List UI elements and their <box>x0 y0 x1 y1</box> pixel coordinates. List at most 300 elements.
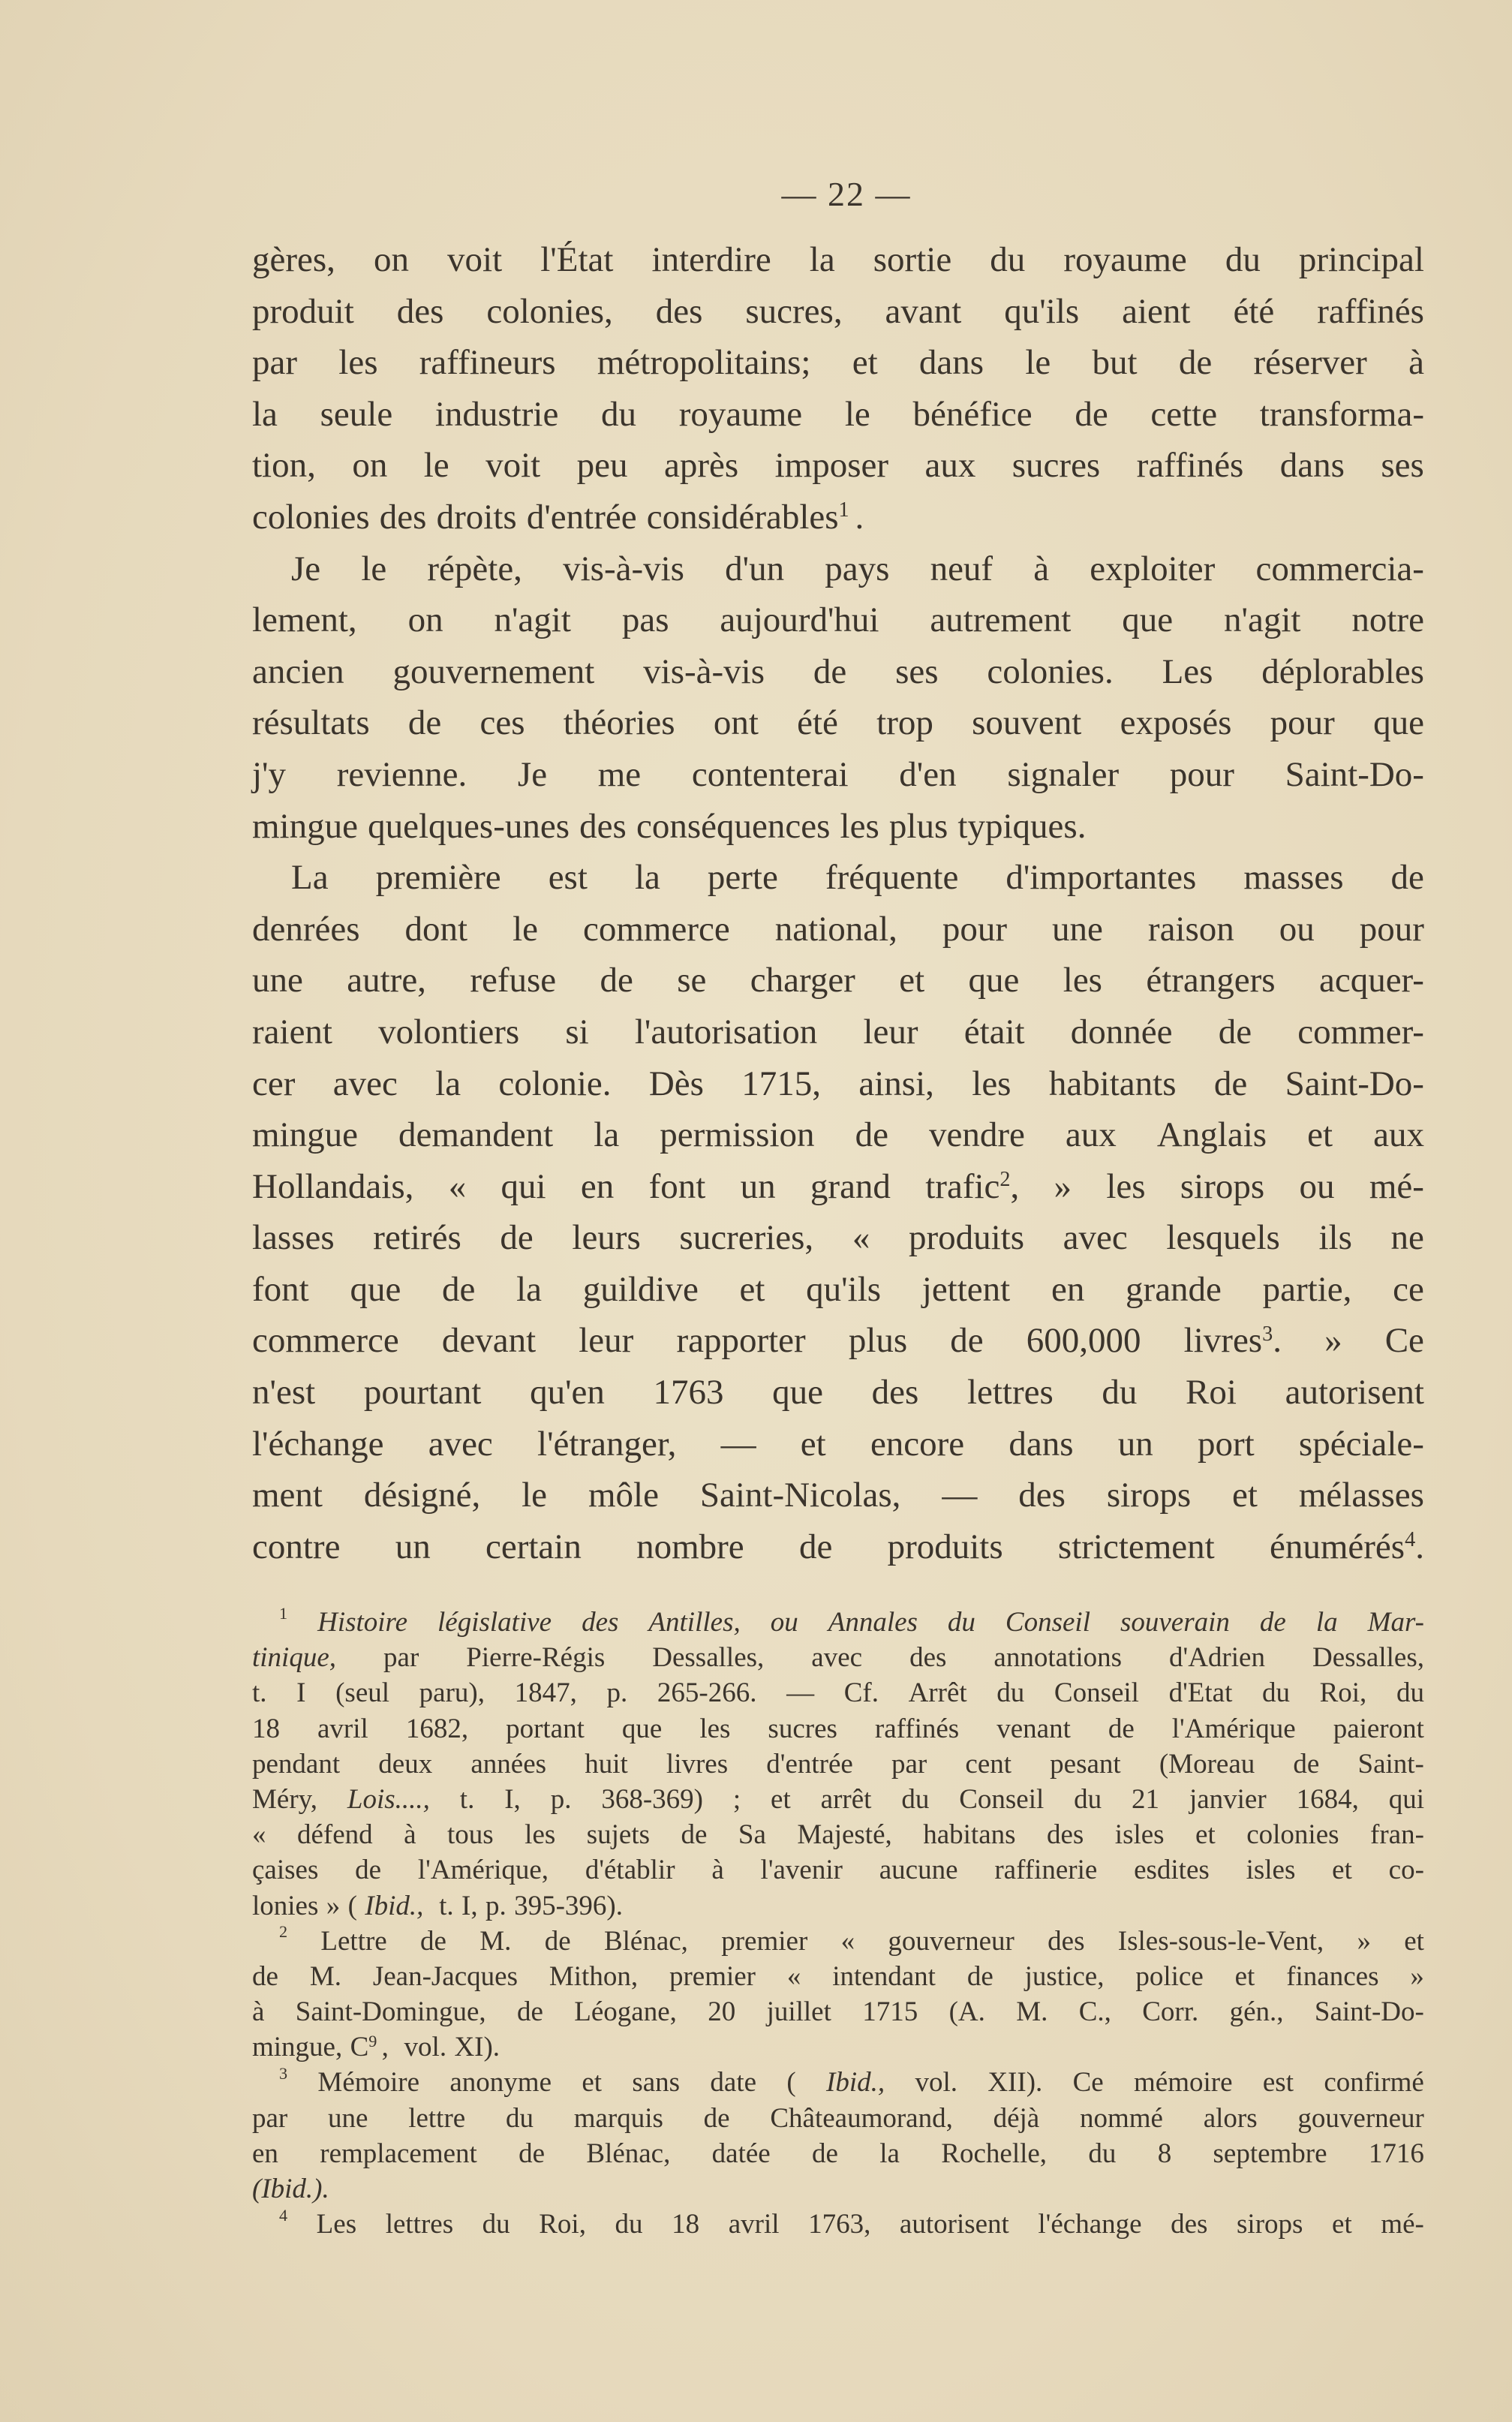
word: C., <box>1078 1996 1111 2028</box>
word: du <box>1088 2138 1117 2169</box>
word: ou <box>1279 909 1315 949</box>
word: ont <box>713 703 759 743</box>
word: répète, <box>427 549 522 588</box>
word: du <box>1261 1677 1290 1709</box>
word: XII). <box>987 2067 1043 2099</box>
word: pour <box>942 909 1008 949</box>
word: et <box>1404 1925 1424 1957</box>
word: 21 <box>1132 1783 1160 1815</box>
word: été <box>797 703 838 743</box>
word: la <box>435 1064 461 1103</box>
word: volontiers <box>378 1012 520 1052</box>
word: Ce <box>1072 2067 1104 2099</box>
word: et <box>1332 1855 1352 1886</box>
word: d'Etat <box>1168 1677 1233 1709</box>
word: de <box>252 1960 278 1992</box>
word: n'est <box>252 1373 316 1413</box>
word: co- <box>1388 1855 1424 1886</box>
word: « <box>786 1960 801 1992</box>
word: mingue, <box>252 2032 343 2063</box>
word: fréquente <box>825 858 959 898</box>
word: Sa <box>738 1819 766 1851</box>
word: de <box>600 961 633 1000</box>
word: du <box>505 2102 534 2134</box>
word: , <box>1010 1166 1020 1206</box>
word: produit <box>252 291 354 331</box>
word: souverain <box>1120 1607 1230 1638</box>
body-line <box>252 1367 1424 1419</box>
word: la <box>516 1269 543 1309</box>
word: pendant <box>252 1748 341 1780</box>
word: le <box>1025 343 1051 383</box>
footnote-line <box>252 1852 1424 1888</box>
body-line <box>252 1419 1424 1470</box>
word: partie, <box>1262 1269 1352 1309</box>
word: Conseil <box>1005 1607 1090 1638</box>
word: du <box>947 1607 975 1638</box>
word: Cf. <box>843 1677 879 1709</box>
word: commerce <box>583 909 730 949</box>
footnote-marker: 9 <box>368 2032 377 2051</box>
word: sucres, <box>745 291 843 331</box>
word: Mar- <box>1367 1607 1424 1638</box>
word: de <box>703 2102 730 2134</box>
footnote-line <box>252 1711 1424 1747</box>
word: , <box>422 1783 430 1815</box>
word: national, <box>774 909 897 949</box>
word: typiques. <box>957 806 1087 846</box>
word: perte <box>707 858 778 898</box>
word: raffineurs <box>419 343 556 383</box>
word: exposés <box>1120 703 1232 743</box>
body-line <box>252 749 1424 801</box>
word: qu'en <box>530 1373 605 1413</box>
word: droits <box>436 497 517 537</box>
word: est <box>548 858 588 898</box>
word: Roi <box>1186 1373 1237 1413</box>
word: la <box>252 394 278 434</box>
word: Histoire <box>317 1607 408 1638</box>
word: paieront <box>1333 1713 1424 1744</box>
word: — <box>786 1677 815 1709</box>
word: Jean-Jacques <box>372 1960 518 1992</box>
word: exploiter <box>1090 549 1216 588</box>
word: à <box>1033 549 1050 588</box>
word: cette <box>1150 394 1218 434</box>
word: ses <box>895 651 939 691</box>
word: Les <box>316 2209 357 2240</box>
word: aucune <box>879 1855 958 1886</box>
footnote-line <box>252 2029 1424 2065</box>
word: les <box>338 343 378 383</box>
word: gouverneur <box>1297 2102 1424 2134</box>
word: Ibid., <box>365 1890 424 1921</box>
word: après <box>663 446 739 486</box>
word: me <box>597 754 642 794</box>
word: remplacement <box>320 2138 477 2169</box>
body-line <box>252 852 1424 904</box>
word: est <box>1262 2067 1294 2099</box>
word: mingue <box>252 1115 358 1155</box>
word: les <box>1106 1166 1146 1206</box>
word: M. <box>479 1925 512 1957</box>
word: leurs <box>572 1218 641 1258</box>
word: anonyme <box>449 2067 552 2099</box>
body-line <box>252 1109 1424 1161</box>
word: mingue <box>252 806 358 846</box>
word: l'étranger, <box>537 1424 677 1464</box>
word: tion, <box>252 446 316 486</box>
word: avec <box>811 1642 863 1674</box>
word: d'entrée <box>766 1748 853 1780</box>
word: Ibid., <box>826 2067 885 2099</box>
word: notre <box>1351 600 1424 640</box>
word: désigné, <box>363 1476 481 1515</box>
word: leur <box>579 1321 634 1361</box>
word: Dessalles, <box>1312 1642 1424 1674</box>
word: 1684, <box>1296 1783 1359 1815</box>
word: années <box>470 1748 547 1780</box>
word: » <box>1357 1925 1371 1957</box>
footnote-line <box>252 2171 1424 2207</box>
word: marquis <box>573 2102 663 2134</box>
word: un <box>395 1527 431 1566</box>
footnote-line <box>252 1994 1424 2029</box>
word: encore <box>870 1424 965 1464</box>
word: revienne. <box>336 754 467 794</box>
footnote-line <box>252 1959 1424 1994</box>
word: livres$^3$. <box>1183 1321 1282 1361</box>
word: lettres <box>385 2209 454 2240</box>
word: j'y <box>252 754 287 794</box>
word: de <box>420 1925 446 1957</box>
word: signaler <box>1007 754 1120 794</box>
word: septembre <box>1213 2138 1327 2169</box>
word: été <box>1233 291 1275 331</box>
word: fran- <box>1370 1819 1424 1851</box>
word: ne <box>1390 1218 1424 1258</box>
word: de <box>950 1321 984 1361</box>
word: législative <box>437 1607 552 1638</box>
word: gères, <box>252 240 335 279</box>
word: des <box>909 1642 947 1674</box>
word: réserver <box>1253 343 1367 383</box>
word: dans <box>1009 1424 1074 1464</box>
word: ces <box>479 703 525 743</box>
footnote-line <box>252 2101 1424 2136</box>
word: » <box>1410 1960 1424 1992</box>
word: industrie <box>434 394 559 434</box>
word: Lettre <box>320 1925 387 1957</box>
word: imposer <box>774 446 889 486</box>
word: seule <box>320 394 393 434</box>
word: font <box>648 1166 706 1206</box>
word: I, <box>504 1783 521 1815</box>
word: que <box>772 1373 824 1413</box>
word: refuse <box>470 961 557 1000</box>
word: lement, <box>252 600 357 640</box>
body-line <box>252 1521 1424 1573</box>
body-line <box>252 1161 1424 1213</box>
word: la <box>879 2138 900 2169</box>
word: qui <box>500 1166 546 1206</box>
word: on <box>352 446 388 486</box>
word: avant <box>885 291 962 331</box>
word: des <box>1048 1925 1085 1957</box>
word: en <box>252 2138 278 2169</box>
word: Roi, <box>1319 1677 1367 1709</box>
word: Hollandais, <box>252 1166 414 1206</box>
word: des <box>871 1373 919 1413</box>
word: de <box>1178 343 1213 383</box>
word: et <box>899 961 925 1000</box>
word: les <box>1063 961 1102 1000</box>
word: produits <box>908 1218 1025 1258</box>
word: pour <box>1169 754 1234 794</box>
word: nombre <box>636 1527 744 1566</box>
footnote-line <box>252 1888 1424 1924</box>
word: Dessalles, <box>652 1642 765 1674</box>
word: $C^9$ , <box>350 2032 389 2063</box>
word: premier <box>721 1925 808 1957</box>
word: ainsi, <box>858 1064 934 1103</box>
word: transforma- <box>1259 394 1424 434</box>
footnote-marker: 1 <box>279 1603 288 1623</box>
word: date <box>710 2067 757 2099</box>
word: des <box>655 291 703 331</box>
word: ; <box>732 1783 741 1815</box>
body-line <box>252 904 1424 955</box>
word: ment <box>252 1476 323 1515</box>
word: colonies. <box>987 651 1114 691</box>
word: jettent <box>921 1269 1011 1309</box>
word: — <box>720 1424 756 1464</box>
word: une <box>328 2102 368 2134</box>
body-line <box>252 697 1424 749</box>
word: pays <box>825 549 890 588</box>
word: et <box>800 1424 826 1464</box>
word: l'État <box>540 240 614 279</box>
word: du <box>1074 1783 1102 1815</box>
word: plus <box>888 806 948 846</box>
word: on <box>407 600 443 640</box>
word: 1763, <box>808 2209 871 2240</box>
word: vendre <box>929 1115 1025 1155</box>
word: colonie. <box>498 1064 612 1103</box>
word: Je <box>291 549 321 588</box>
word: 600,000 <box>1026 1321 1141 1361</box>
word: du <box>615 2209 643 2240</box>
word: denrées <box>252 909 360 949</box>
word: métropolitains; <box>597 343 811 383</box>
word: 1715 <box>862 1996 918 2028</box>
word: charger <box>750 961 855 1000</box>
word: les <box>840 806 879 846</box>
body-line <box>252 389 1424 441</box>
word: . <box>855 497 864 537</box>
word: grande <box>1126 1269 1222 1309</box>
word: du <box>1396 1677 1424 1709</box>
footnote-line <box>252 1640 1424 1675</box>
word: des <box>1171 2209 1208 2240</box>
word: d'importantes <box>1005 858 1197 898</box>
word: Isles-sous-le-Vent, <box>1117 1925 1324 1957</box>
word: de <box>519 2138 546 2169</box>
word: de <box>500 1218 534 1258</box>
word: « <box>448 1166 467 1206</box>
word: (A. <box>948 1996 985 2028</box>
word: certain <box>485 1527 582 1566</box>
word: qui <box>1388 1783 1424 1815</box>
body-line <box>252 337 1424 389</box>
word: Mithon, <box>549 1960 639 1992</box>
word: isles <box>1246 1855 1296 1886</box>
word: raffinés <box>874 1713 960 1744</box>
word: ce <box>1393 1269 1424 1309</box>
footnote-line <box>252 1782 1424 1817</box>
word: déjà <box>993 2102 1040 2134</box>
word: juillet <box>766 1996 831 2028</box>
word: commercia- <box>1255 549 1424 588</box>
word: vis-à-vis <box>563 549 684 588</box>
word: sirops <box>1237 2209 1303 2240</box>
word: vis-à-vis <box>643 651 765 691</box>
body-line <box>252 234 1424 286</box>
word: dont <box>404 909 468 949</box>
word: dans <box>918 343 984 383</box>
word: (Moreau <box>1159 1748 1255 1780</box>
word: aux <box>1065 1115 1117 1155</box>
word: t. <box>459 1783 475 1815</box>
word: p. <box>606 1677 628 1709</box>
word: rapporter <box>676 1321 806 1361</box>
word: le <box>522 1476 548 1515</box>
word: royaume <box>678 394 803 434</box>
footnote-line <box>252 1817 1424 1852</box>
word: première <box>375 858 501 898</box>
body-line <box>252 286 1424 338</box>
word: défend <box>296 1819 373 1851</box>
word: n'agit <box>1224 600 1301 640</box>
word: tinique, <box>252 1642 337 1674</box>
word: les <box>972 1064 1012 1103</box>
word: commer- <box>1297 1012 1424 1052</box>
word: (seul <box>335 1677 390 1709</box>
word: livres <box>666 1748 729 1780</box>
word: Saint-Nicolas, <box>699 1476 901 1515</box>
word: de <box>798 1527 833 1566</box>
word: Anglais <box>1156 1115 1267 1155</box>
word: royaume <box>1063 240 1187 279</box>
word: raffinerie <box>994 1855 1098 1886</box>
word: sujets <box>586 1819 651 1851</box>
word: intendant <box>832 1960 936 1992</box>
word: gouverneur <box>888 1925 1015 1957</box>
body-text <box>252 234 1424 1572</box>
word: sans <box>632 2067 681 2099</box>
word: commerce <box>252 1321 399 1361</box>
word: Rochelle, <box>941 2138 1048 2169</box>
body-line <box>252 801 1424 853</box>
word: (Ibid.). <box>252 2174 329 2204</box>
word: par <box>252 2102 288 2134</box>
word: lettre <box>408 2102 466 2134</box>
word: leur <box>863 1012 918 1052</box>
word: d'Adrien <box>1169 1642 1265 1674</box>
word: de <box>966 1960 993 1992</box>
footnote-line <box>252 1924 1424 1959</box>
word: gouvernement <box>392 651 595 691</box>
footnote-line <box>252 1747 1424 1782</box>
word: à <box>711 1855 724 1886</box>
footnotes <box>252 1605 1424 2242</box>
word: I <box>296 1677 306 1709</box>
word: contenterai <box>691 754 849 794</box>
word: — <box>942 1476 978 1515</box>
word: Pierre-Régis <box>466 1642 606 1674</box>
word: produits <box>887 1527 1003 1566</box>
word: t. <box>252 1677 267 1709</box>
word: le <box>844 394 870 434</box>
word: pas <box>621 600 669 640</box>
word: d'un <box>725 549 785 588</box>
word: huit <box>585 1748 628 1780</box>
word: lettres <box>966 1373 1054 1413</box>
word: la <box>634 858 660 898</box>
word: confirmé <box>1324 2067 1424 2099</box>
word: raison <box>1147 909 1234 949</box>
word: Dès <box>648 1064 704 1103</box>
word: du <box>990 240 1026 279</box>
word: Conseil <box>1054 1677 1139 1709</box>
word: les <box>525 1819 556 1851</box>
word: raffinés <box>1136 446 1244 486</box>
word: Lois...., <box>347 1783 430 1815</box>
word: môle <box>588 1476 659 1515</box>
word: énumérés$^4$. <box>1270 1527 1424 1566</box>
word: avec <box>332 1064 398 1103</box>
word: avril <box>728 2209 780 2240</box>
word: l'avenir <box>760 1855 843 1886</box>
word: de <box>1213 1064 1248 1103</box>
word: et <box>771 1783 791 1815</box>
word: çaises <box>252 1855 319 1886</box>
word: conséquences <box>636 806 831 846</box>
word: strictement <box>1057 1527 1215 1566</box>
word: du <box>996 1677 1025 1709</box>
word: aux <box>924 446 976 486</box>
word: Ce <box>1384 1321 1424 1361</box>
word: par <box>383 1642 419 1674</box>
word: 1716 <box>1368 2138 1424 2169</box>
word: de <box>1293 1748 1320 1780</box>
word: vol. <box>915 2067 957 2099</box>
word: 20 <box>708 1996 736 2028</box>
word: des <box>579 806 627 846</box>
body-line <box>252 1058 1424 1110</box>
word: trop <box>876 703 933 743</box>
body-line <box>252 594 1424 646</box>
word: acquer- <box>1318 961 1424 1000</box>
word: Blénac, <box>586 2138 671 2169</box>
word: , <box>329 1642 337 1674</box>
word: résultats <box>252 703 370 743</box>
word: l'autorisation <box>634 1012 818 1052</box>
word: étrangers <box>1146 961 1276 1000</box>
word: que <box>1122 600 1174 640</box>
word: Je <box>517 754 548 794</box>
word: du <box>1225 240 1261 279</box>
